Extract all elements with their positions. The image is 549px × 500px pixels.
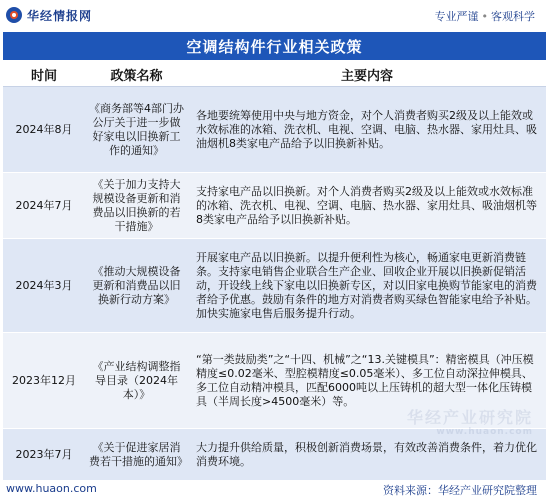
policy-name: 《商务部等4部门办公厅关于进一步做好家电以旧换新工作的通知》	[85, 87, 188, 173]
policy-time: 2024年7月	[3, 173, 85, 239]
policy-content: “第一类鼓励类”之“十四、机械”之“13.关键模具”：精密模具（冲压模精度≤0.02毫米、型腔模精度≤0.05毫米）、多工位自动深拉伸模具、多工位自动精冲模具，匹配6000吨以上压铸机的超大型一体化压铸模具（半周长度>4500毫米）等。	[188, 333, 546, 429]
watermark-url: www.huaon.com	[436, 427, 533, 437]
column-header-time: 时间	[3, 62, 85, 87]
policy-content: 开展家电产品以旧换新。以提升便利性为核心，畅通家电更新消费链条。支持家电销售企业联合生产企业、回收企业开展以旧换新促销活动，开设线上线下家电以旧换新专区，对以旧家电换购节能家电的消费者给予优惠。鼓励有条件的地方对消费者购买绿色智能家电给予补贴。加快实施家电售后服务提升行动。	[188, 239, 546, 333]
table-row	[3, 173, 546, 239]
watermark	[333, 410, 533, 440]
table-row	[3, 239, 546, 333]
policy-content: 支持家电产品以旧换新。对个人消费者购买2级及以上能效或水效标准的冰箱、洗衣机、电视、空调、电脑、热水器、家用灶具、吸油烟机等8类家电产品给予以旧换新补贴。	[188, 173, 546, 239]
policy-time: 2023年7月	[3, 429, 85, 481]
policy-time: 2023年12月	[3, 333, 85, 429]
policy-time: 2024年8月	[3, 87, 85, 173]
policy-time: 2024年3月	[3, 239, 85, 333]
brand-name: 华经情报网	[27, 8, 93, 23]
brand-logo[interactable]	[6, 6, 92, 24]
brand-logo-icon	[6, 7, 22, 23]
table-row	[3, 87, 546, 173]
policy-content: 大力提升供给质量，积极创新消费场景，有效改善消费条件，着力优化消费环境。	[188, 429, 546, 481]
policy-name: 《推动大规模设备更新和消费品以旧换新行动方案》	[85, 239, 188, 333]
top-bar	[0, 0, 549, 28]
footer	[0, 478, 549, 500]
policy-name: 《关于加力支持大规模设备更新和消费品以旧换新的若干措施》	[85, 173, 188, 239]
slogan-separator: •	[481, 10, 488, 23]
table-header-row	[3, 62, 546, 87]
slogan-right: 客观科学	[491, 10, 535, 23]
footer-url-link[interactable]: www.huaon.com	[6, 482, 97, 495]
watermark-text: 华经产业研究院	[406, 408, 533, 427]
column-header-content: 主要内容	[188, 62, 546, 87]
slogan-left: 专业严谨	[434, 10, 479, 23]
policy-content: 各地要统筹使用中央与地方资金，对个人消费者购买2级及以上能效或水效标准的冰箱、洗衣机、电视、空调、电脑、热水器、家用灶具、吸油烟机8类家电产品给予以旧换新补贴。	[188, 87, 546, 173]
slogan	[435, 8, 536, 24]
page-title: 空调结构件行业相关政策	[3, 32, 546, 60]
policy-name: 《关于促进家居消费若干措施的通知》	[85, 429, 188, 481]
policy-name: 《产业结构调整指导目录（2024年本）》	[85, 333, 188, 429]
source-note: 资料来源：华经产业研究院整理	[383, 484, 537, 497]
column-header-name: 政策名称	[85, 62, 188, 87]
